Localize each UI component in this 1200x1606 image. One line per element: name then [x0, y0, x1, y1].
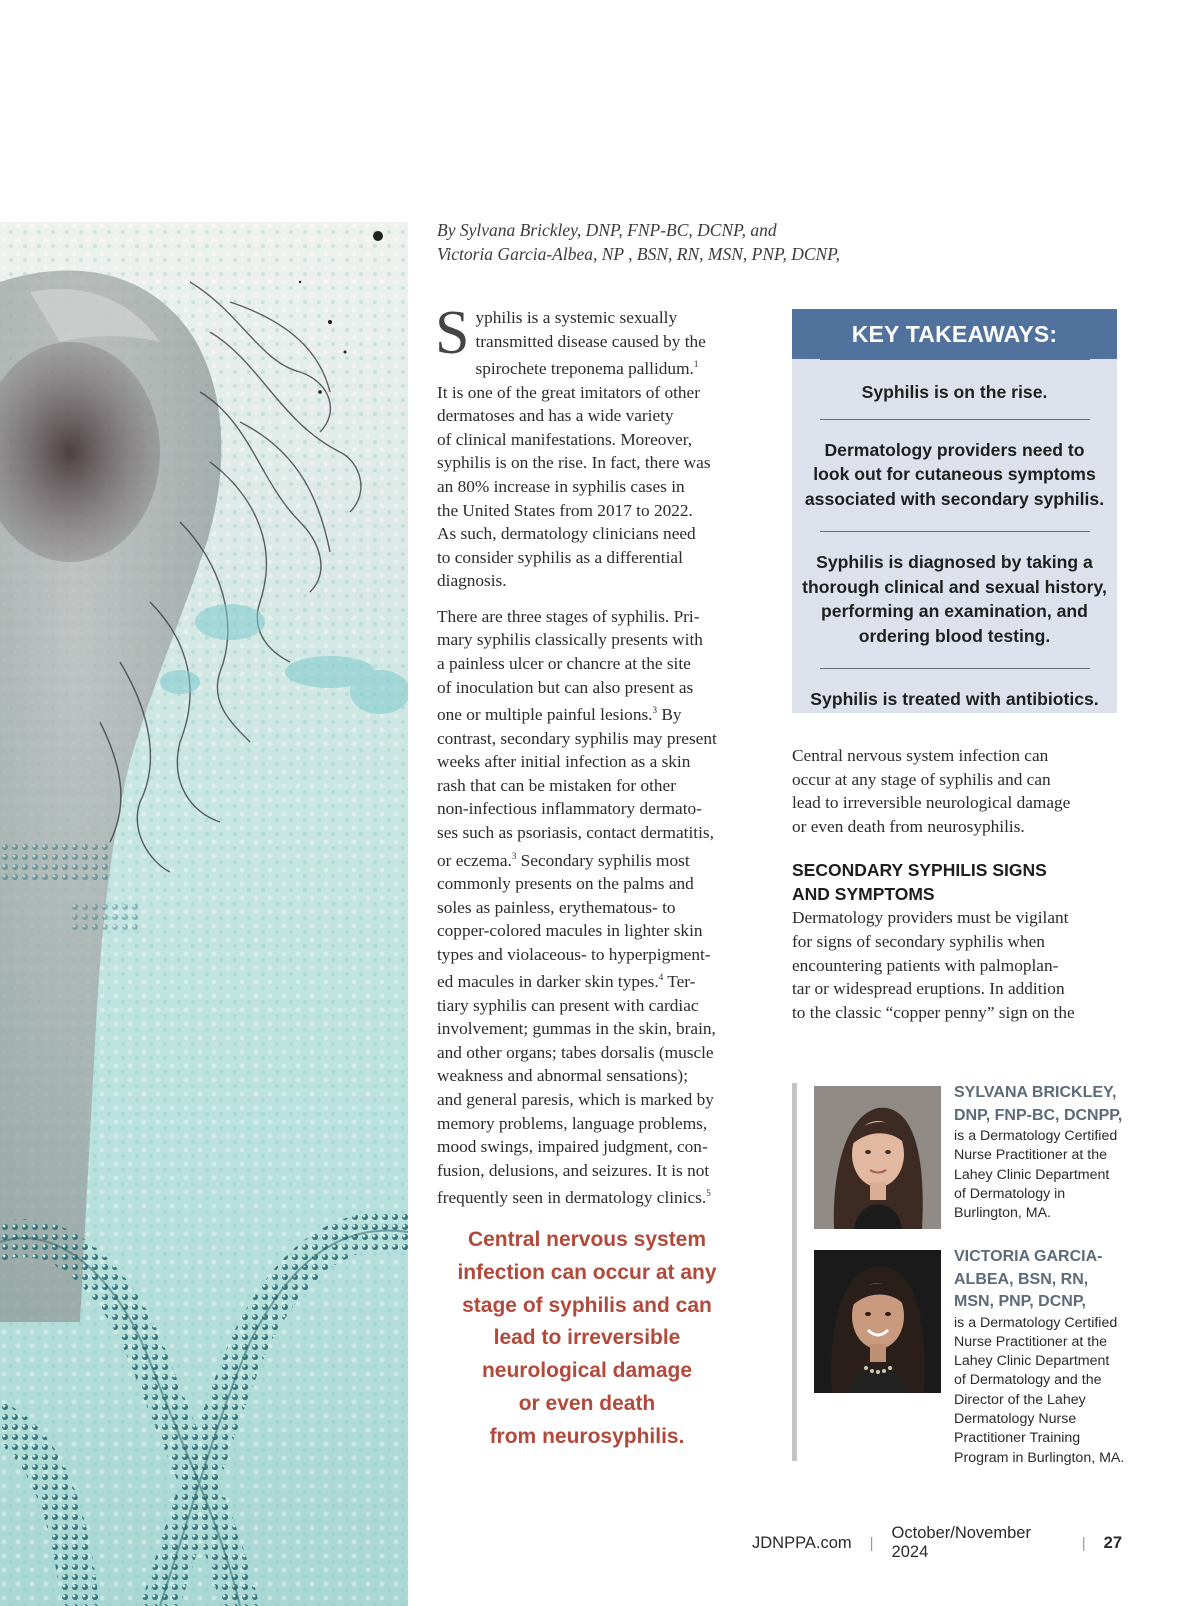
text-line: of inoculation but can also present as — [437, 677, 694, 697]
text-line: or even death from neurosyphilis. — [792, 816, 1025, 836]
text-line — [437, 845, 767, 872]
pull-quote-line: lead to irreversible — [493, 1326, 681, 1350]
text-line: and general paresis, which is marked by — [437, 1090, 714, 1110]
author-bio — [954, 1246, 1144, 1468]
page-footer — [752, 1524, 1122, 1562]
footnote-ref: 4 — [658, 972, 664, 983]
article-column-2 — [792, 744, 1122, 1036]
text-line — [437, 1182, 767, 1209]
text-segment: Secondary syphilis most — [516, 850, 690, 870]
footer-issue: October/November 2024 — [891, 1524, 1031, 1561]
takeaway-line: look out for cutaneous symptoms — [813, 464, 1096, 484]
byline-line-2: Victoria Garcia-Albea, NP , BSN, RN, MSN, PNP, DCNP, — [437, 244, 840, 264]
author-name — [954, 1246, 1144, 1314]
byline — [437, 218, 1137, 266]
bio-line: of Dermatology in — [954, 1185, 1066, 1202]
bio-line: Nurse Practitioner at the — [954, 1147, 1107, 1164]
text-line: As such, dermatology clinicians need — [437, 524, 696, 544]
takeaway-line: ordering blood testing. — [858, 625, 1051, 646]
text-line: to the classic “copper penny” sign on the — [792, 1002, 1075, 1022]
intro-paragraph — [435, 299, 767, 593]
author-portrait-image — [814, 1250, 941, 1393]
author-name-line: VICTORIA GARCIA- — [954, 1248, 1103, 1265]
bio-line: Practitioner Training — [954, 1430, 1081, 1447]
footer-separator: | — [869, 1534, 874, 1552]
pull-quote-line: Central nervous system — [467, 1228, 707, 1251]
heading-line: SECONDARY SYPHILIS SIGNS — [792, 860, 1047, 881]
text-line: tiary syphilis can present with cardiac — [437, 995, 699, 1015]
bio-line: of Dermatology and the — [954, 1372, 1102, 1389]
text-line: It is one of the great imitators of other — [437, 382, 700, 402]
pull-quote — [437, 1224, 737, 1454]
text-line: types and violaceous- to hyperpigment- — [437, 944, 711, 964]
takeaway-line: associated with secondary syphilis. — [804, 488, 1105, 509]
takeaway-line: performing an examination, and — [821, 601, 1088, 621]
text-line: syphilis is on the rise. In fact, there was — [437, 453, 711, 473]
text-line: There are three stages of syphilis. Pri- — [437, 606, 700, 626]
text-line: for signs of secondary syphilis when — [792, 931, 1045, 951]
stages-paragraph — [437, 605, 767, 1210]
hero-illustration — [0, 222, 408, 1606]
takeaway-line: thorough clinical and sexual history, — [802, 576, 1107, 597]
text-line: the United States from 2017 to 2022. — [437, 500, 693, 520]
bio-line: Director of the Lahey — [954, 1391, 1086, 1408]
text-line: weakness and abnormal sensations); — [437, 1066, 688, 1086]
text-line: soles as painless, erythematous- to — [437, 897, 676, 917]
bio-line: Burlington, MA. — [954, 1205, 1051, 1222]
text-segment: one or multiple painful lesions. — [437, 705, 653, 725]
text-segment: spirochete treponema pallidum. — [475, 358, 694, 378]
footer-separator: | — [1081, 1534, 1086, 1552]
text-line — [437, 699, 767, 726]
text-line: dermatoses and has a wide variety — [437, 406, 674, 426]
text-line: an 80% increase in syphilis cases in — [437, 476, 685, 496]
text-line: Central nervous system infection can — [792, 746, 1049, 765]
bio-line: is a Dermatology Certified — [954, 1314, 1118, 1331]
section-heading — [792, 858, 1122, 906]
hero-artwork — [0, 222, 408, 1606]
footnote-ref: 3 — [652, 705, 658, 716]
pull-quote-line: infection can occur at any — [457, 1260, 717, 1284]
text-line: transmitted disease caused by the — [475, 331, 706, 351]
takeaway-line: Syphilis is on the rise. — [861, 382, 1048, 402]
takeaway-item — [792, 669, 1117, 732]
author-name-line: ALBEA, BSN, RN, — [954, 1270, 1089, 1288]
pull-quote-line: or even death — [518, 1391, 656, 1415]
text-segment: Ter- — [663, 972, 696, 992]
pull-quote-line: from neurosyphilis. — [489, 1424, 685, 1448]
takeaway-item — [792, 420, 1117, 532]
text-line: contrast, secondary syphilis may present — [437, 728, 717, 748]
heading-line: AND SYMPTOMS — [792, 884, 935, 905]
text-line: mood swings, impaired judgment, con- — [437, 1137, 708, 1157]
text-line: mary syphilis classically presents with — [437, 630, 703, 650]
text-line: tar or widespread eruptions. In addition — [792, 979, 1065, 999]
text-line: memory problems, language problems, — [437, 1113, 708, 1133]
text-line: ses such as psoriasis, contact dermatitis, — [437, 823, 714, 842]
text-segment: By — [657, 705, 682, 725]
text-line: to consider syphilis as a differential — [437, 547, 683, 567]
text-line: weeks after initial infection as a skin — [437, 752, 691, 772]
text-line: yphilis is a systemic sexually — [475, 308, 678, 327]
pull-quote-line: neurological damage — [481, 1359, 693, 1383]
text-segment: or eczema. — [437, 850, 512, 870]
bio-line: Nurse Practitioner at the — [954, 1333, 1107, 1350]
author-name-line: SYLVANA BRICKLEY, — [954, 1084, 1117, 1101]
author-name — [954, 1082, 1144, 1127]
text-line — [437, 353, 767, 380]
takeaway-line: Syphilis is treated with antibiotics. — [810, 689, 1099, 709]
article-column-1 — [435, 299, 767, 1222]
footer-site-link[interactable]: JDNPPA.com — [752, 1533, 852, 1552]
author-bio-rule — [792, 1083, 797, 1461]
takeaway-line: Dermatology providers need to — [824, 439, 1085, 460]
text-line: non-infectious inflammatory dermato- — [437, 799, 702, 819]
author-portrait-image — [814, 1086, 941, 1229]
key-takeaways-box — [792, 309, 1117, 713]
author-name-line: MSN, PNP, DCNP, — [954, 1293, 1086, 1310]
takeaway-item — [792, 532, 1117, 668]
text-line: copper-colored macules in lighter skin — [437, 921, 703, 941]
signs-paragraph — [792, 906, 1122, 1024]
pull-quote-line: stage of syphilis and can — [462, 1293, 712, 1317]
cns-paragraph — [792, 744, 1122, 838]
text-line: rash that can be mistaken for other — [437, 775, 676, 795]
bio-line: Program in Burlington, MA. — [954, 1449, 1125, 1466]
footnote-ref: 3 — [511, 850, 517, 861]
author-photo — [814, 1086, 941, 1229]
text-line: Dermatology providers must be vigilant — [792, 908, 1069, 928]
bio-line: Dermatology Nurse — [954, 1410, 1077, 1427]
takeaway-item — [792, 360, 1117, 419]
bio-line: is a Dermatology Certified — [954, 1128, 1118, 1144]
text-line: and other organs; tabes dorsalis (muscle — [437, 1042, 714, 1062]
text-line: occur at any stage of syphilis and can — [792, 769, 1051, 789]
text-line: lead to irreversible neurological damage — [792, 793, 1071, 813]
text-line: encountering patients with palmoplan- — [792, 955, 1059, 975]
author-name-line: DNP, FNP-BC, DCNPP, — [954, 1106, 1123, 1124]
text-line: diagnosis. — [437, 571, 507, 591]
bio-line: Lahey Clinic Department — [954, 1353, 1110, 1370]
bio-line: Lahey Clinic Department — [954, 1166, 1110, 1183]
footnote-ref: 1 — [693, 359, 699, 370]
author-photo — [814, 1250, 941, 1393]
footnote-ref: 5 — [706, 1188, 711, 1199]
key-takeaways-title: KEY TAKEAWAYS: — [792, 309, 1117, 359]
text-line: of clinical manifestations. Moreover, — [437, 429, 693, 449]
text-line: a painless ulcer or chancre at the site — [437, 654, 691, 674]
page-number: 27 — [1103, 1533, 1122, 1552]
author-bio — [954, 1082, 1144, 1223]
drop-cap: S — [435, 299, 470, 367]
text-line: involvement; gummas in the skin, brain, — [437, 1019, 716, 1039]
text-segment: frequently seen in dermatology clinics. — [437, 1188, 707, 1208]
takeaway-line: Syphilis is diagnosed by taking a — [816, 552, 1093, 572]
text-line — [437, 966, 767, 993]
byline-line-1: By Sylvana Brickley, DNP, FNP-BC, DCNP, and — [437, 220, 777, 240]
text-line: fusion, delusions, and seizures. It is not — [437, 1160, 710, 1180]
text-segment: ed macules in darker skin types. — [437, 972, 659, 992]
text-line: commonly presents on the palms and — [437, 873, 694, 893]
